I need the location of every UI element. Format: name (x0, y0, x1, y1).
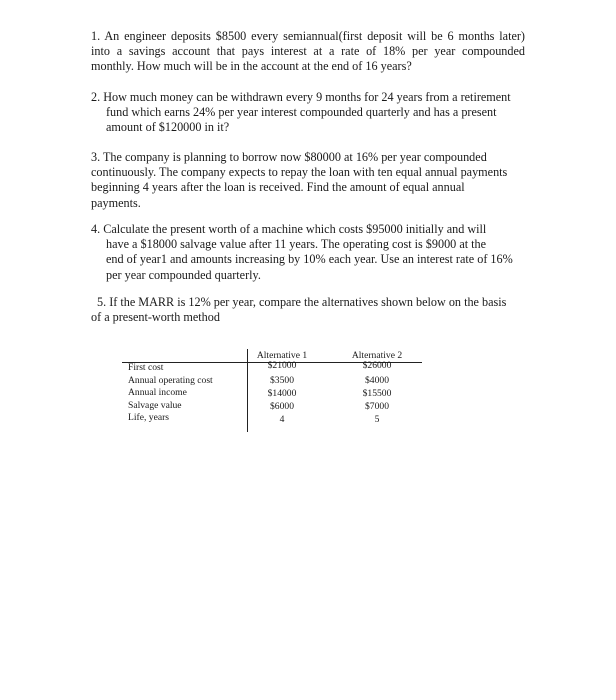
table-row-label: Annual income (128, 387, 187, 398)
table-row-label: Life, years (128, 412, 170, 423)
problem-2-line-1: 2. How much money can be withdrawn every 9 months for 24 years from a retirement (91, 90, 511, 104)
problem-3 (91, 150, 525, 211)
problem-2-line-3: amount of $120000 in it? (106, 120, 230, 135)
problem-3-line-1: 3. The company is planning to borrow now $80000 at 16% per year compounded (91, 150, 487, 164)
table-cell-alt2: $15500 (362, 388, 392, 399)
problem-3-line-4: payments. (91, 195, 141, 210)
problem-1-line-3: monthly. How much will be in the account at the end of 16 years? (91, 59, 412, 74)
table-cell-alt2: $7000 (365, 401, 389, 412)
problem-3-line-3: beginning 4 years after the loan is received. Find the amount of equal annual (91, 180, 465, 195)
table-cell-alt1: $3500 (270, 375, 294, 386)
table-cell-alt1: $14000 (267, 388, 297, 399)
problem-5-line-2: of a present-worth method (91, 310, 220, 325)
table-cell-alt1: $21000 (267, 360, 297, 371)
problem-1-line-2: into a savings account that pays interest at a rate of 18% per year compounded (91, 44, 525, 59)
table-header-alt1: Alternative 1 (256, 350, 308, 361)
table-cell-alt1: $6000 (270, 401, 294, 412)
problem-5-line-1: 5. If the MARR is 12% per year, compare the alternatives shown below on the basis (97, 295, 507, 309)
alternatives-table (120, 345, 420, 435)
problem-1-line-1: 1. An engineer deposits $8500 every semiannual(first deposit will be 6 months later) (91, 29, 525, 43)
table-cell-alt1: 4 (279, 414, 285, 425)
problem-2 (91, 90, 525, 136)
table-row-label: First cost (128, 362, 164, 373)
table-cell-alt2: $26000 (362, 360, 392, 371)
problem-1 (91, 29, 525, 75)
problem-2-line-2: fund which earns 24% per year interest compounded quarterly and has a present (106, 105, 497, 120)
problem-3-line-2: continuously. The company expects to repay the loan with ten equal annual payments (91, 165, 508, 180)
table-cell-alt2: 5 (374, 414, 380, 425)
table-header-alt2: Alternative 2 (351, 350, 403, 361)
table-row-label: Annual operating cost (128, 375, 213, 386)
table-cell-alt2: $4000 (365, 375, 389, 386)
problem-4-line-3: end of year1 and amounts increasing by 10% each year. Use an interest rate of 16% (106, 252, 513, 267)
table-row-label: Salvage value (128, 400, 182, 411)
problem-4 (91, 222, 525, 283)
problem-4-line-4: per year compounded quarterly. (106, 267, 261, 282)
problem-4-line-1: 4. Calculate the present worth of a machine which costs $95000 initially and will (91, 222, 487, 236)
problem-4-line-2: have a $18000 salvage value after 11 years. The operating cost is $9000 at the (106, 237, 487, 252)
problem-5 (91, 295, 531, 325)
